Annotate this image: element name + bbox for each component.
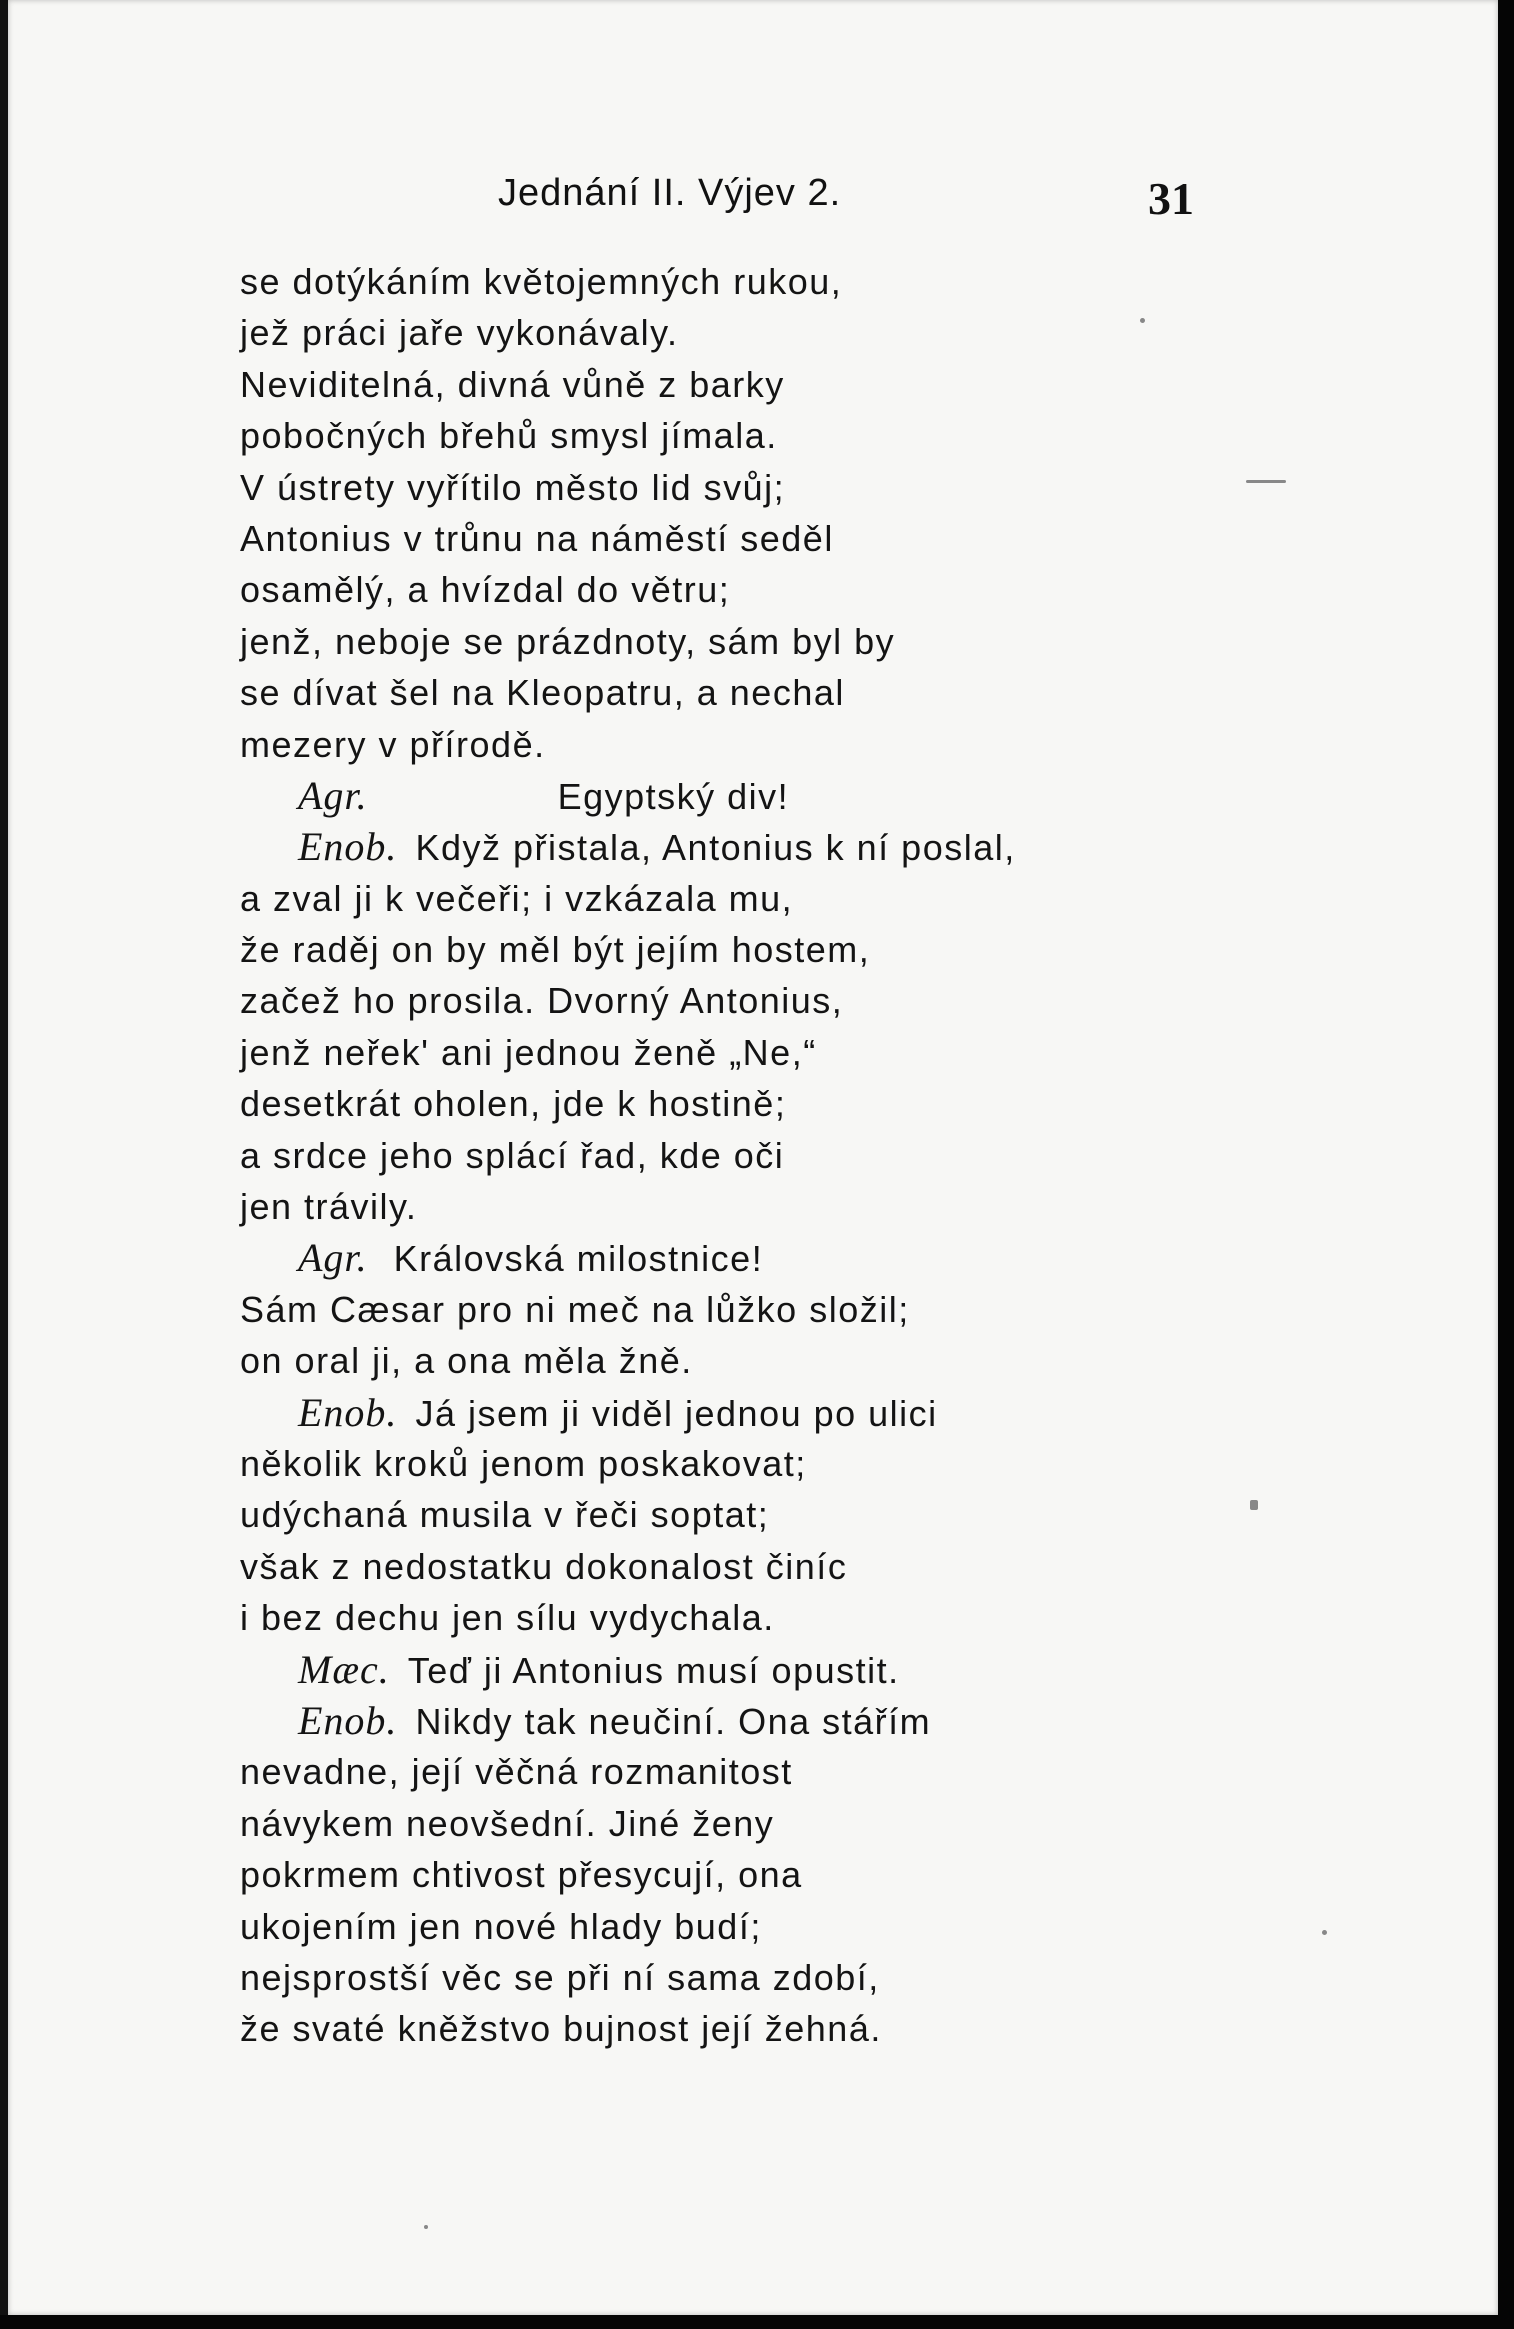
scan-edge-bottom bbox=[0, 2315, 1514, 2329]
scan-edge-right bbox=[1498, 0, 1514, 2329]
verse-line bbox=[240, 1284, 1140, 1335]
verse-line bbox=[240, 770, 1140, 821]
verse-line bbox=[240, 821, 1140, 872]
verse-line bbox=[240, 462, 1140, 513]
verse-line bbox=[240, 1438, 1140, 1489]
verse-line bbox=[240, 1746, 1140, 1797]
speaker-name: Enob. bbox=[298, 824, 398, 870]
verse-line-text: nevadne, její věčná rozmanitost bbox=[240, 1751, 793, 1793]
speaker-name: Enob. bbox=[298, 1389, 398, 1435]
verse-line bbox=[240, 1849, 1140, 1900]
verse-line-text: Antonius v trůnu na náměstí seděl bbox=[240, 517, 834, 559]
scan-speck bbox=[424, 2225, 428, 2229]
verse-line-text: pokrmem chtivost přesycují, ona bbox=[240, 1854, 803, 1896]
verse-line bbox=[240, 873, 1140, 924]
verse-line bbox=[240, 1027, 1140, 1078]
verse-line bbox=[240, 1130, 1140, 1181]
speaker-name: Agr. bbox=[298, 1235, 368, 1281]
verse-line-text: on oral ji, a ona měla žně. bbox=[240, 1340, 693, 1382]
scan-speck bbox=[1322, 1930, 1327, 1935]
verse-line bbox=[240, 924, 1140, 975]
verse-line-text: nejsprostší věc se při ní sama zdobí, bbox=[240, 1956, 880, 1998]
verse-line-text: jež práci jaře vykonávaly. bbox=[240, 312, 679, 354]
verse-line-text: že svaté kněžstvo bujnost její žehná. bbox=[240, 2008, 882, 2050]
verse-line bbox=[240, 616, 1140, 667]
verse-line-text: udýchaná musila v řeči soptat; bbox=[240, 1494, 770, 1536]
running-head: Jednání II. Výjev 2. bbox=[498, 172, 842, 214]
verse-line-text: a zval ji k večeři; i vzkázala mu, bbox=[240, 877, 794, 919]
verse-line-text: ukojením jen nové hlady budí; bbox=[240, 1905, 762, 1947]
verse-line bbox=[240, 359, 1140, 410]
page-number: 31 bbox=[1148, 173, 1194, 224]
verse-text bbox=[240, 256, 1140, 2055]
verse-line bbox=[240, 256, 1140, 307]
verse-line-text: V ústrety vyřítilo město lid svůj; bbox=[240, 466, 786, 508]
verse-line bbox=[240, 1592, 1140, 1643]
scan-edge-left bbox=[0, 0, 8, 2329]
verse-line-text: jen trávily. bbox=[240, 1186, 418, 1228]
verse-line bbox=[240, 2003, 1140, 2054]
verse-line-text: a srdce jeho splácí řad, kde oči bbox=[240, 1134, 785, 1176]
verse-line bbox=[240, 564, 1140, 615]
scan-speck bbox=[1246, 480, 1286, 483]
verse-line-text: že raděj on by měl být jejím hostem, bbox=[240, 929, 871, 971]
verse-line-text: se dotýkáním květojemných rukou, bbox=[240, 261, 843, 302]
verse-line bbox=[240, 1335, 1140, 1386]
speaker-name: Enob. bbox=[298, 1697, 398, 1743]
verse-line-text: však z nedostatku dokonalost činíc bbox=[240, 1545, 848, 1587]
verse-line bbox=[240, 1541, 1140, 1592]
verse-line-text: Egyptský div! bbox=[557, 775, 790, 817]
scan-speck bbox=[1140, 318, 1145, 323]
speaker-name: Mæc. bbox=[298, 1646, 390, 1692]
verse-line-text: pobočných břehů smysl jímala. bbox=[240, 415, 778, 457]
verse-line bbox=[240, 1798, 1140, 1849]
verse-line-text: Neviditelná, divná vůně z barky bbox=[240, 363, 785, 405]
verse-line-text: Když přistala, Antonius k ní poslal, bbox=[415, 827, 1016, 869]
verse-line bbox=[240, 1952, 1140, 2003]
verse-line bbox=[240, 719, 1140, 770]
verse-line bbox=[240, 1644, 1140, 1695]
verse-line bbox=[240, 513, 1140, 564]
verse-line bbox=[240, 1695, 1140, 1746]
verse-line bbox=[240, 410, 1140, 461]
verse-line bbox=[240, 1489, 1140, 1540]
verse-line bbox=[240, 975, 1140, 1026]
verse-line-text: se dívat šel na Kleopatru, a nechal bbox=[240, 672, 845, 714]
verse-line-text: návykem neovšední. Jiné ženy bbox=[240, 1802, 775, 1844]
verse-line-text: jenž, neboje se prázdnoty, sám byl by bbox=[240, 620, 896, 662]
verse-line-text: mezery v přírodě. bbox=[240, 723, 546, 765]
verse-line-text: Teď ji Antonius musí opustit. bbox=[407, 1649, 900, 1691]
verse-line-text: Nikdy tak neučiní. Ona stářím bbox=[415, 1700, 932, 1742]
verse-line-text: Sám Cæsar pro ni meč na lůžko složil; bbox=[240, 1288, 910, 1330]
verse-line bbox=[240, 667, 1140, 718]
verse-line-text: osamělý, a hvízdal do větru; bbox=[240, 569, 731, 611]
verse-line-text: Královská milostnice! bbox=[393, 1238, 764, 1280]
scan-speck bbox=[1250, 1500, 1258, 1510]
verse-line bbox=[240, 1232, 1140, 1283]
verse-line bbox=[240, 1181, 1140, 1232]
verse-line bbox=[240, 1387, 1140, 1438]
verse-line-text: jenž neřek' ani jednou ženě „Ne,“ bbox=[240, 1031, 817, 1073]
verse-line bbox=[240, 307, 1140, 358]
verse-line-text: i bez dechu jen sílu vydychala. bbox=[240, 1597, 775, 1639]
verse-line-text: Já jsem ji viděl jednou po ulici bbox=[415, 1392, 938, 1434]
verse-line-text: desetkrát oholen, jde k hostině; bbox=[240, 1083, 787, 1125]
verse-line bbox=[240, 1901, 1140, 1952]
book-page bbox=[8, 0, 1498, 2315]
verse-line-text: několik kroků jenom poskakovat; bbox=[240, 1442, 807, 1484]
verse-line bbox=[240, 1078, 1140, 1129]
verse-line-text: začež ho prosila. Dvorný Antonius, bbox=[240, 980, 844, 1022]
speaker-name: Agr. bbox=[298, 772, 368, 818]
